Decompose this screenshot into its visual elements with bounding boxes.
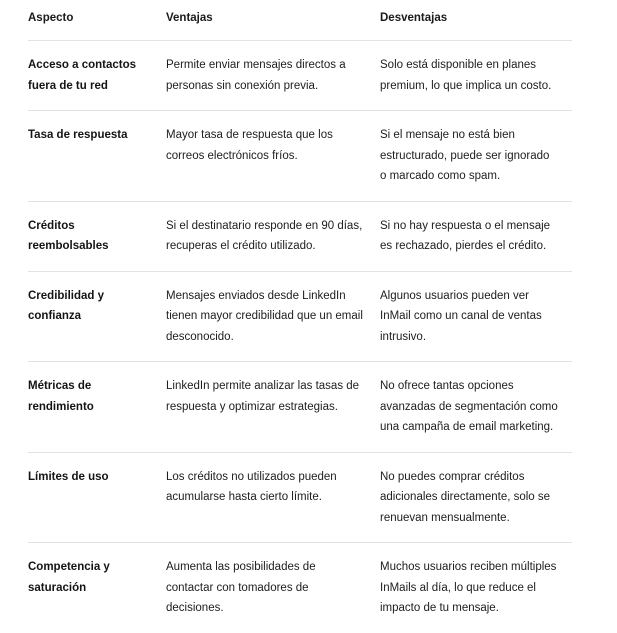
cell-aspect: Límites de uso (28, 452, 166, 543)
cell-disadvantage: Muchos usuarios reciben múltiples InMails al día, lo que reduce el impacto de tu mensaje. (380, 561, 557, 614)
column-header-disadvantages: Desventajas (380, 8, 572, 41)
cell-disadvantage: Algunos usuarios pueden ver InMail como un canal de ventas intrusivo. (380, 271, 572, 362)
cell-disadvantage: Solo está disponible en planes premium, lo que implica un costo. (380, 41, 572, 111)
table-header-row (28, 8, 572, 41)
table-row (28, 362, 572, 453)
table-row (28, 452, 572, 543)
cell-aspect: Acceso a contactos fuera de tu red (28, 41, 166, 111)
cell-disadvantage: Si no hay respuesta o el mensaje es rechazado, pierdes el crédito. (380, 201, 572, 271)
cell-aspect: Credibilidad y confianza (28, 271, 166, 362)
cell-disadvantage: Si el mensaje no está bien estructurado, puede ser ignorado o marcado como spam. (380, 111, 572, 202)
column-header-aspect: Aspecto (28, 8, 166, 41)
inmail-comparison-table (28, 8, 572, 633)
cell-disadvantage: No puedes comprar créditos adicionales directamente, solo se renuevan mensualmente. (380, 452, 572, 543)
cell-advantage: Permite enviar mensajes directos a personas sin conexión previa. (166, 41, 380, 111)
table-body (28, 41, 572, 633)
cell-disadvantage: No ofrece tantas opciones avanzadas de segmentación como una campaña de email marketing. (380, 362, 572, 453)
cell-advantage: Si el destinatario responde en 90 días, recuperas el crédito utilizado. (166, 201, 380, 271)
table-row (28, 111, 572, 202)
cell-advantage: Los créditos no utilizados pueden acumularse hasta cierto límite. (166, 452, 380, 543)
cell-aspect: Tasa de respuesta (28, 111, 166, 202)
table-row (28, 271, 572, 362)
cell-aspect: Métricas de rendimiento (28, 362, 166, 453)
cell-advantage: Mensajes enviados desde LinkedIn tienen mayor credibilidad que un email desconocido. (166, 271, 380, 362)
cell-aspect: Competencia y saturación (28, 561, 110, 594)
table-row (28, 543, 572, 633)
cell-aspect: Créditos reembolsables (28, 201, 166, 271)
cell-advantage: LinkedIn permite analizar las tasas de respuesta y optimizar estrategias. (166, 362, 380, 453)
cell-advantage: Mayor tasa de respuesta que los correos electrónicos fríos. (166, 111, 380, 202)
cell-advantage: Aumenta las posibilidades de contactar con tomadores de decisiones. (166, 561, 316, 614)
table-row (28, 41, 572, 111)
table-header (28, 8, 572, 41)
column-header-advantages: Ventajas (166, 8, 380, 41)
table-row (28, 201, 572, 271)
